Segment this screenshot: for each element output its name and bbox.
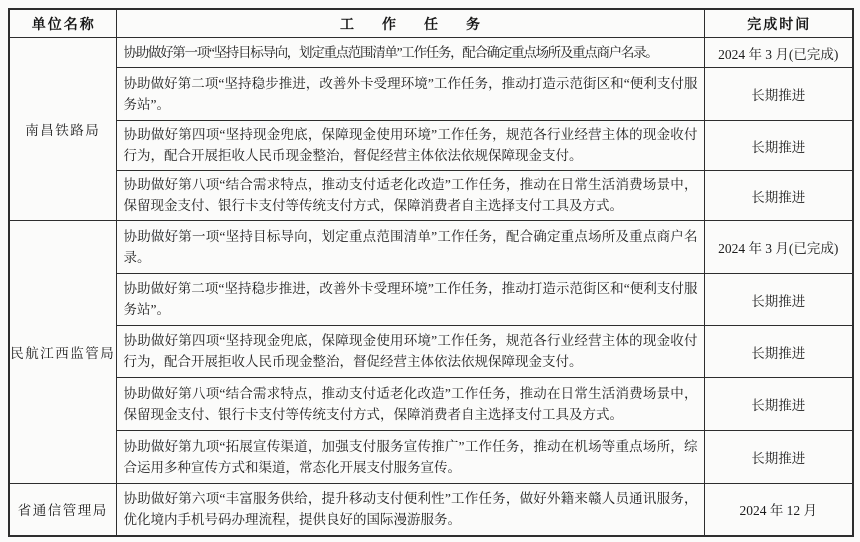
table-row xyxy=(9,221,853,274)
task-cell xyxy=(116,274,704,326)
task-cell xyxy=(116,378,704,431)
task-text: 协助做好第四项“坚持现金兜底，保障现金使用环境”工作任务，规范各行业经营主体的现金收付行为，配合开展拒收人民币现金整治，督促经营主体依法依规保障现金支付。 xyxy=(123,333,698,369)
table-row xyxy=(9,484,853,536)
table-row xyxy=(9,274,853,326)
task-text: 协助做好第二项“坚持稳步推进，改善外卡受理环境”工作任务，推动打造示范街区和“便利支付服务站”。 xyxy=(123,281,698,317)
time-cell: 长期推进 xyxy=(704,171,853,221)
header-task-label: 工作任务 xyxy=(340,15,508,32)
header-time xyxy=(704,9,853,38)
header-row xyxy=(9,9,853,38)
task-cell xyxy=(116,38,704,68)
time-cell: 长期推进 xyxy=(704,378,853,431)
header-unit-label: 单位名称 xyxy=(31,15,96,32)
table-row xyxy=(9,38,853,68)
table-row xyxy=(9,326,853,378)
time-cell: 长期推进 xyxy=(704,68,853,121)
unit-cell-nanchang-railway: 南昌铁路局 xyxy=(9,38,116,221)
time-cell: 2024 年 12 月 xyxy=(704,484,853,536)
table-row xyxy=(9,121,853,171)
task-text: 协助做好第八项“结合需求特点，推动支付适老化改造”工作任务，推动在日常生活消费场景中，保留现金支付、银行卡支付等传统支付方式，保障消费者自主选择支付工具及方式。 xyxy=(123,385,698,422)
task-cell xyxy=(116,171,704,221)
time-cell: 2024 年 3 月(已完成) xyxy=(704,38,853,68)
table-row xyxy=(9,378,853,431)
task-text: 协助做好第一项“坚持目标导向，划定重点范围清单”工作任务，配合确定重点场所及重点商户名录。 xyxy=(123,44,658,60)
task-cell xyxy=(116,431,704,484)
task-table xyxy=(8,8,854,537)
table-row xyxy=(9,431,853,484)
task-text: 协助做好第六项“丰富服务供给，提升移动支付便利性”工作任务，做好外籍来赣人员通讯服务，优化境内手机号码办理流程，提供良好的国际漫游服务。 xyxy=(123,490,698,527)
task-cell xyxy=(116,121,704,171)
task-cell xyxy=(116,484,704,536)
header-time-label: 完成时间 xyxy=(747,15,812,32)
table-row xyxy=(9,171,853,221)
unit-cell-caac-jiangxi: 民航江西监管局 xyxy=(9,221,116,484)
header-unit xyxy=(9,9,116,38)
task-cell xyxy=(116,68,704,121)
task-text: 协助做好第八项“结合需求特点，推动支付适老化改造”工作任务，推动在日常生活消费场景中，保留现金支付、银行卡支付等传统支付方式，保障消费者自主选择支付工具及方式。 xyxy=(123,177,698,213)
time-cell: 长期推进 xyxy=(704,121,853,171)
header-task xyxy=(116,9,704,38)
time-cell: 2024 年 3 月(已完成) xyxy=(704,221,853,274)
time-cell: 长期推进 xyxy=(704,274,853,326)
time-cell: 长期推进 xyxy=(704,431,853,484)
task-cell xyxy=(116,326,704,378)
unit-cell-provincial-communications: 省通信管理局 xyxy=(9,484,116,536)
task-text: 协助做好第九项“拓展宣传渠道，加强支付服务宣传推广”工作任务，推动在机场等重点场所，综合运用多种宣传方式和渠道，常态化开展支付服务宣传。 xyxy=(123,438,698,475)
task-text: 协助做好第二项“坚持稳步推进，改善外卡受理环境”工作任务，推动打造示范街区和“便利支付服务站”。 xyxy=(123,75,698,112)
task-text: 协助做好第四项“坚持现金兜底，保障现金使用环境”工作任务，规范各行业经营主体的现金收付行为，配合开展拒收人民币现金整治，督促经营主体依法依规保障现金支付。 xyxy=(123,127,698,163)
table-row xyxy=(9,68,853,121)
time-cell: 长期推进 xyxy=(704,326,853,378)
task-text: 协助做好第一项“坚持目标导向，划定重点范围清单”工作任务，配合确定重点场所及重点商户名录。 xyxy=(123,228,698,265)
task-cell xyxy=(116,221,704,274)
